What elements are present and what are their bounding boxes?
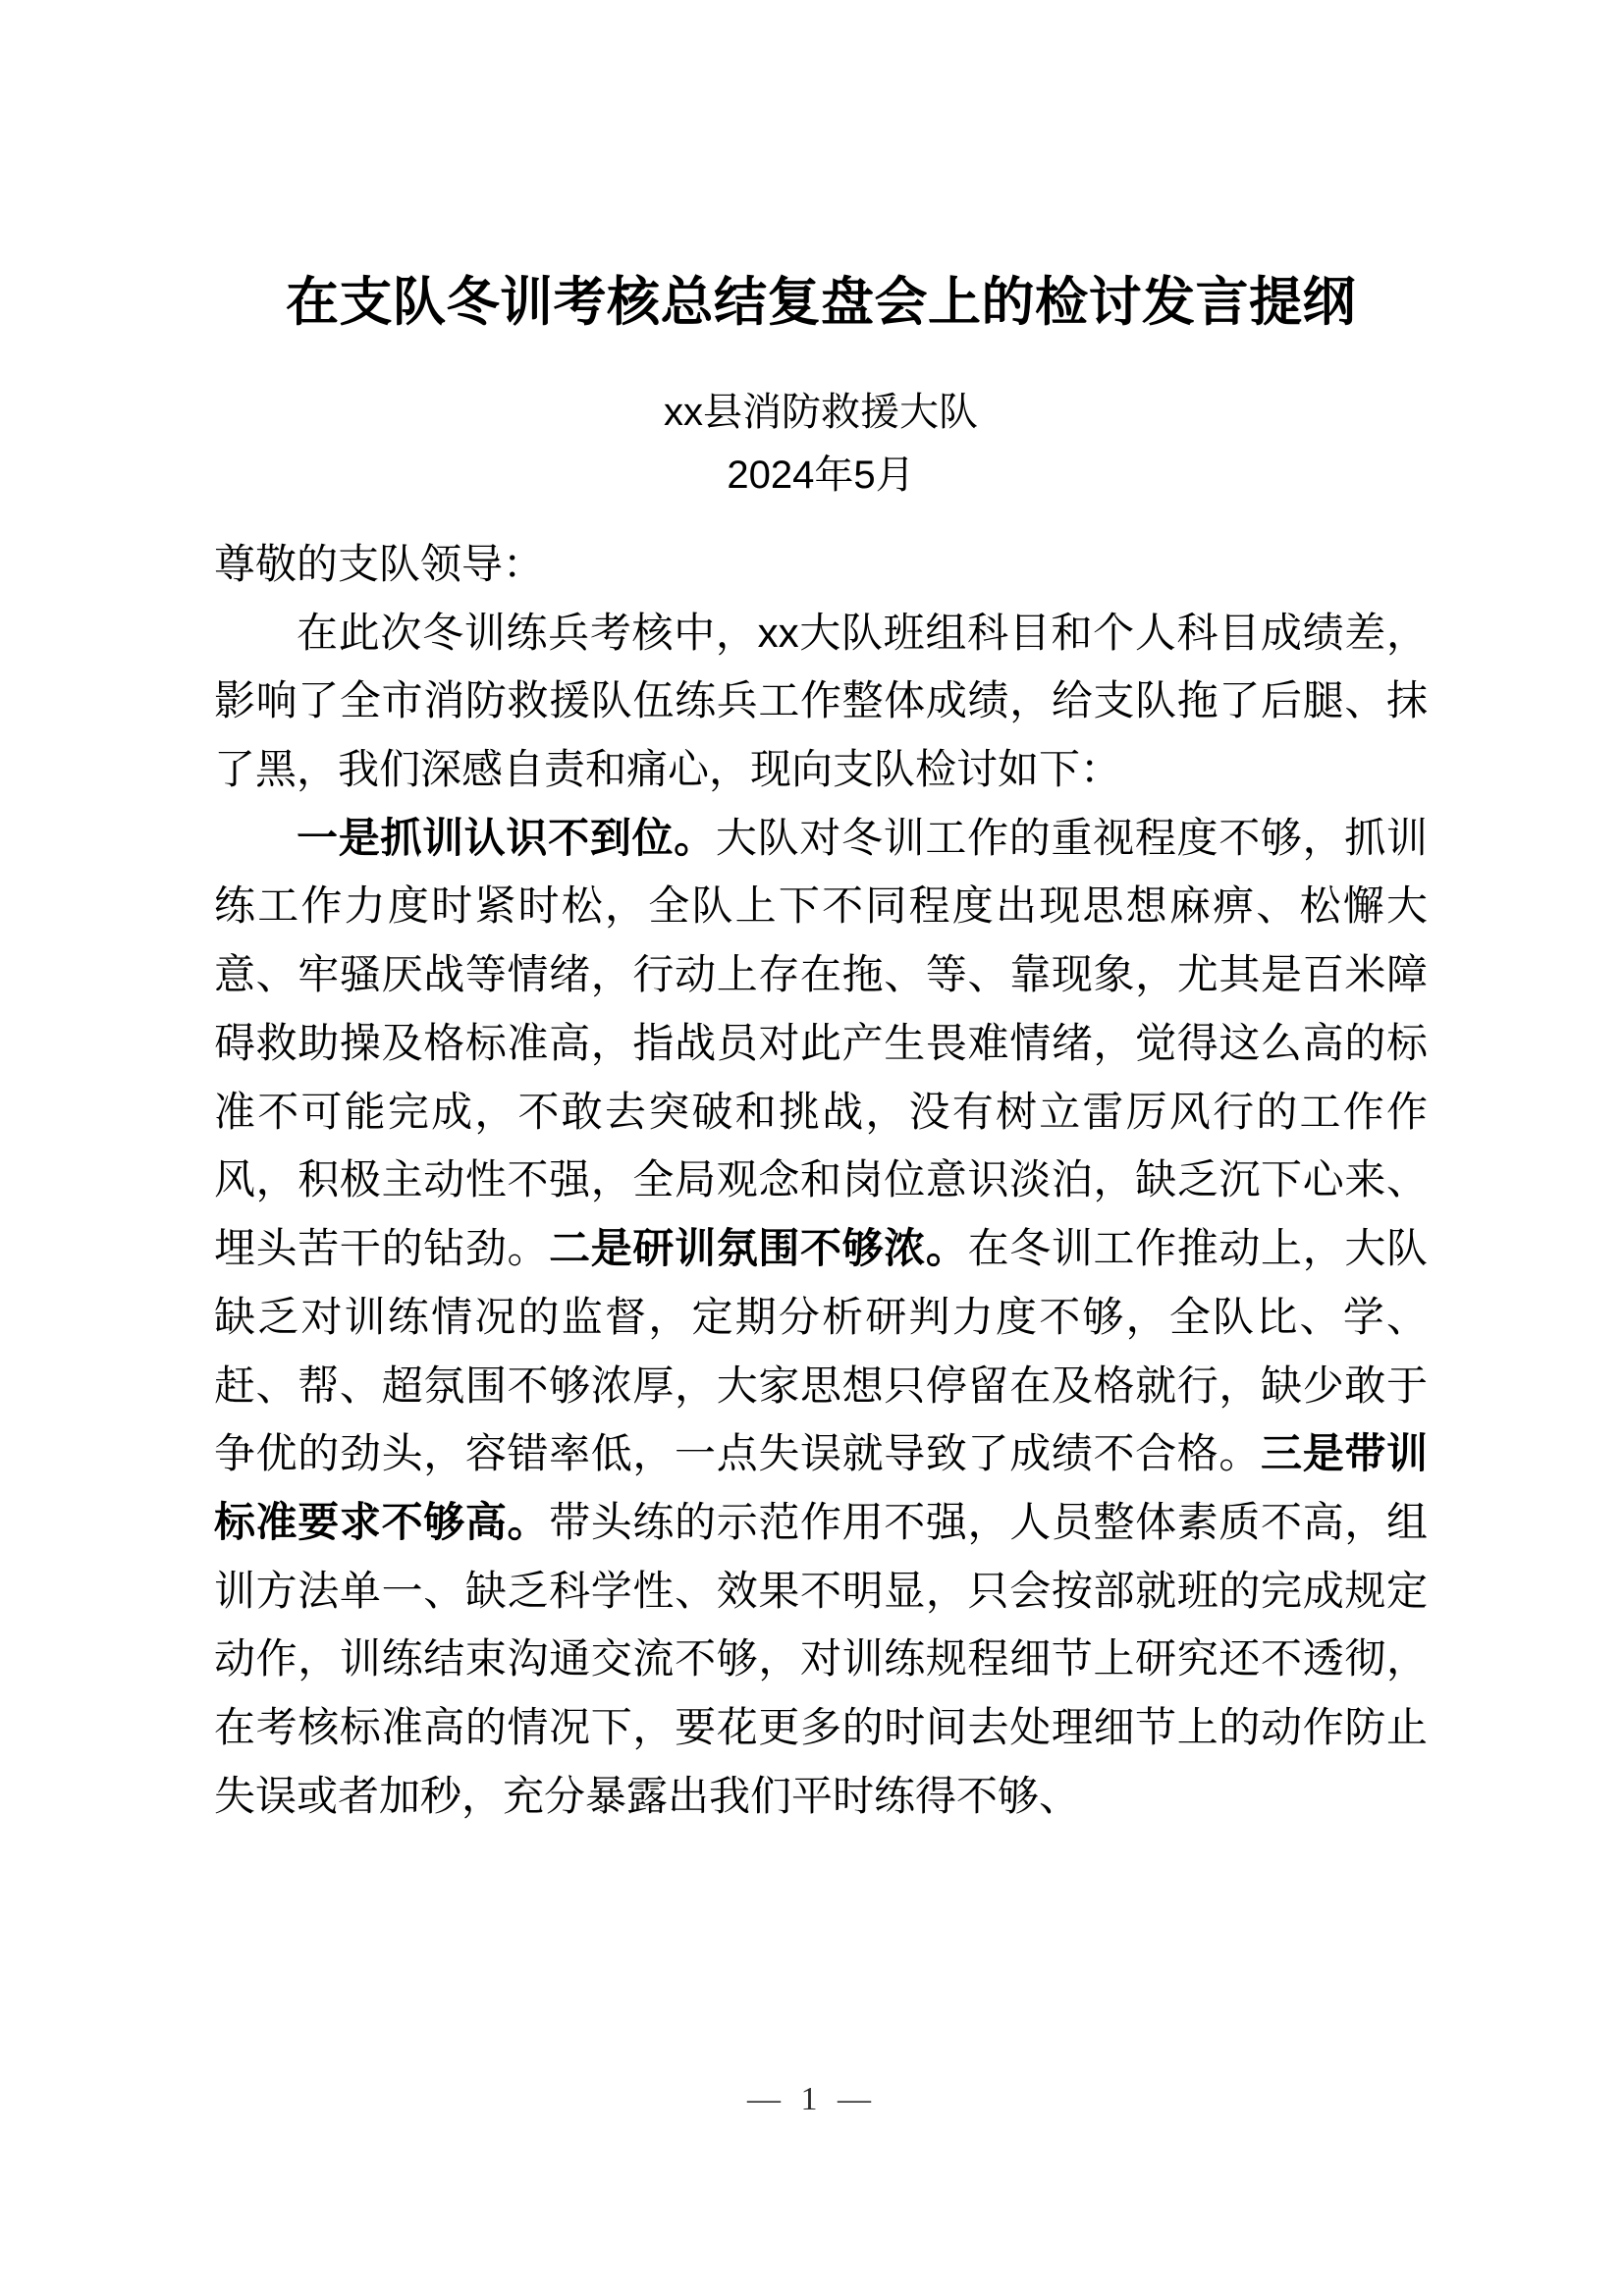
document-content xyxy=(214,0,1428,1831)
paragraph-text-run: 大队对冬训工作的重视程度不够，抓训练工作力度时紧时松，全队上下不同程度出现思想麻痹、松懈大意、牢骚厌战等情绪，行动上存在拖、等、靠现象，尤其是百米障碍救助操及格标准高，指战员对此产生畏难情绪，觉得这么高的标准不可能完成，不敢去突破和挑战，没有树立雷厉风行的工作作风，积极主动性不强，全局观念和岗位意识淡泊，缺乏沉下心来、埋头苦干的钻劲。 xyxy=(214,814,1428,1272)
paragraph-heading-run: 三是带训标准要求不够高。 xyxy=(214,1430,1428,1545)
paragraph-heading-run: 一是抓训认识不到位。 xyxy=(297,814,716,861)
body-paragraph xyxy=(214,804,1428,1831)
page-title: 在支队冬训考核总结复盘会上的检讨发言提纲 xyxy=(286,273,1356,332)
body-paragraphs xyxy=(214,599,1428,1831)
paragraph-text-run: 在此次冬训练兵考核中，xx大队班组科目和个人科目成绩差，影响了全市消防救援队伍练兵工作整体成绩，给支队拖了后腿、抹了黑，我们深感自责和痛心，现向支队检讨如下： xyxy=(214,609,1428,793)
paragraph-heading-run: 二是研训氛围不够浓。 xyxy=(549,1225,968,1272)
paragraph-text-run: 带头练的示范作用不强，人员整体素质不高，组训方法单一、缺乏科学性、效果不明显，只会按部就班的完成规定动作，训练结束沟通交流不够，对训练规程细节上研究还不透彻，在考核标准高的情况下，要花更多的时间去处理细节上的动作防止失误或者加秒，充分暴露出我们平时练得不够、 xyxy=(214,1498,1428,1819)
body-paragraph xyxy=(214,599,1428,804)
date-line: 2024年5月 xyxy=(727,453,915,497)
paragraph-text-run: 在冬训工作推动上，大队缺乏对训练情况的监督，定期分析研判力度不够，全队比、学、赶、帮、超氛围不够浓厚，大家思想只停留在及格就行，缺少敢于争优的劲头，容错率低，一点失误就导致了成绩不合格。 xyxy=(214,1225,1428,1477)
page-number-footer: — 1 — xyxy=(747,2081,877,2117)
salutation: 尊敬的支队领导： xyxy=(214,540,545,587)
organization-line: xx县消防救援大队 xyxy=(664,390,978,434)
